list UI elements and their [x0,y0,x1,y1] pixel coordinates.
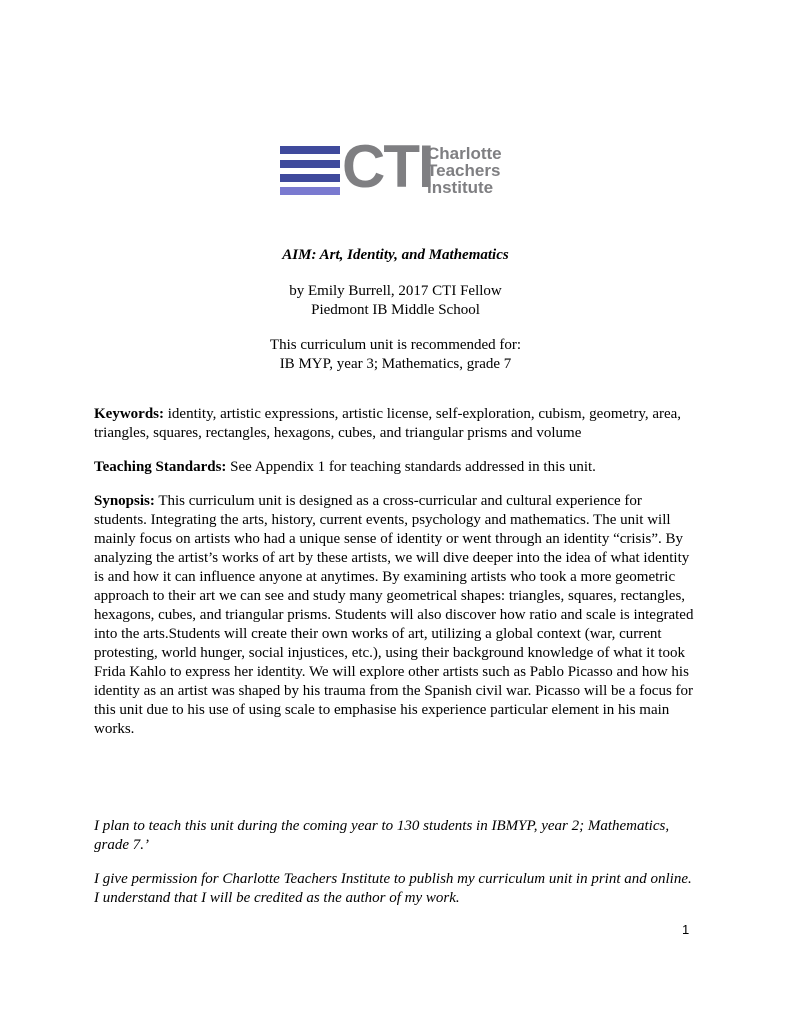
synopsis-text: This curriculum unit is designed as a cross-curricular and cultural experience for students. Integrating the arts, history, current events, psychology and mathematics. The unit will mainly focus on artists who had a unique sense of identity or went through an identity “crisis”. By analyzing the artist’s works of art by these artists, we will dive deeper into the idea of what identity is and how it can influence anyone at anytimes. By examining artists who took a more geometric approach to their art we can see and study many geometrical shapes: triangles, squares, rectangles, hexagons, cubes, and triangular prisms. Students will also discover how ratio and scale is integrated into the arts.Students will create their own works of art, utilizing a global context (war, current protesting, world hunger, social injustices, etc.), using their background knowledge of what it took Frida Kahlo to express her identity. We will explore other artists such as Pablo Picasso and how his identity as an artist was shaped by his trauma from the Spanish civil war. Picasso will be a focus for this unit due to his use of using scale to emphasise his experience particular element in his main works. [94,493,694,737]
keywords-paragraph [94,405,698,443]
logo-org-name [427,145,502,196]
logo-org-line: Institute [427,178,494,197]
plan-statement: I plan to teach this unit during the coming year to 130 students in IBMYP, year 2; Mathematics, grade 7.’ [94,818,670,853]
recommended-line: This curriculum unit is recommended for: [269,337,522,353]
cti-logo [280,133,520,200]
logo-mark: CTI [342,133,433,200]
keywords-label: Keywords: [94,406,164,422]
synopsis-label: Synopsis: [94,493,155,509]
recommended-for: IB MYP, year 3; Mathematics, grade 7 [279,356,512,372]
byline [0,282,791,320]
teaching-standards-label: Teaching Standards: [94,459,227,475]
logo-org-line: Charlotte [427,144,502,163]
unit-title: AIM: Art, Identity, and Mathematics [282,247,509,263]
teaching-standards-paragraph [94,458,698,477]
recommendation [0,336,791,374]
logo-bar [280,146,340,154]
page-number: 1 [682,922,690,937]
logo-bar [280,187,340,195]
logo-org-line: Teachers [427,161,501,180]
permission-statement: I give permission for Charlotte Teachers Institute to publish my curriculum unit in print and online. I understand that I will be credited as the author of my work. [94,871,692,906]
logo-bar [280,174,340,182]
logo-bar [280,160,340,168]
author-line: by Emily Burrell, 2017 CTI Fellow [289,283,502,299]
synopsis-paragraph [94,492,698,739]
school-name: Piedmont IB Middle School [311,302,480,318]
keywords-text: identity, artistic expressions, artistic license, self-exploration, cubism, geometry, area, triangles, squares, rectangles, hexagons, cubes, and triangular prisms and volume [94,406,682,441]
teaching-standards-text: See Appendix 1 for teaching standards addressed in this unit. [226,459,596,475]
